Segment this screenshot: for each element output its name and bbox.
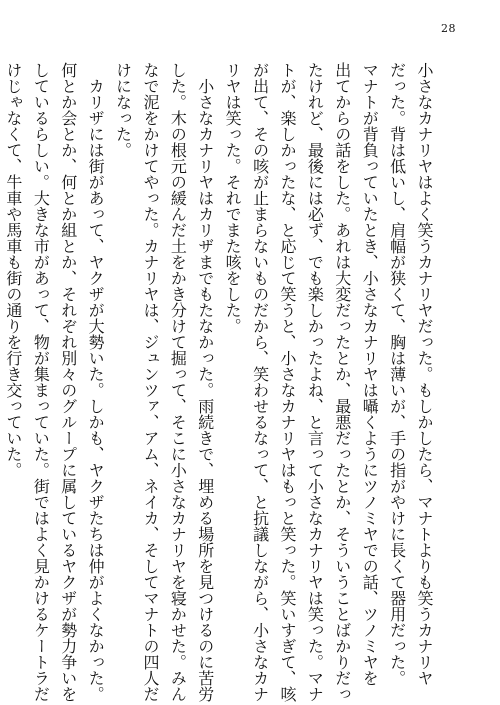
text-line: けになった。 bbox=[113, 62, 133, 158]
page-number: 28 bbox=[441, 22, 456, 35]
text-line: しているらしい。大きな市があって、物が集まっていた。街ではよく見かけるケートラだ bbox=[31, 62, 51, 702]
text-line: けじゃなくて、牛車や馬車も街の通りを行き交っていた。 bbox=[3, 62, 23, 478]
text-line: カリザには街があって、ヤクザが大勢いた。しかも、ヤクザたちは仲がよくなかった。 bbox=[86, 62, 106, 702]
text-line: が出て、その咳が止まらないものだから、笑わせるなって、と抗議しながら、小さなカナ bbox=[250, 62, 270, 702]
text-line: した。木の根元の緩んだ土をかき分けて掘って、そこに小さなカナリヤを寝かせた。みん bbox=[168, 62, 188, 702]
text-line: リヤは笑った。それでまた咳をした。 bbox=[223, 62, 243, 334]
body-text bbox=[3, 62, 438, 702]
text-line: マナトが背負っていたとき、小さなカナリヤは囁くようにツノミヤでの話、ツノミヤを bbox=[360, 62, 380, 686]
text-line: なで泥をかけてやった。カナリヤは、ジュンツァ、アム、ネイカ、そしてマナトの四人だ bbox=[140, 62, 160, 702]
text-line: だった。背は低いし、肩幅が狭くて、胸は薄いが、手の指がやけに長くて器用だった。 bbox=[387, 62, 407, 686]
text-line: 小さなカナリヤはよく笑うカナリヤだった。もしかしたら、マナトよりも笑うカナリヤ bbox=[415, 62, 434, 686]
text-line: 出てからの話をした。あれは大変だったとか、最悪だったとか、そういうことばかりだっ bbox=[332, 62, 352, 702]
text-line: トが、楽しかったな、と応じて笑うと、小さなカナリヤはもっと笑った。笑いすぎて、咳 bbox=[277, 62, 297, 702]
text-line: 小さなカナリヤはカリザまでもたなかった。雨続きで、埋める場所を見つけるのに苦労 bbox=[195, 62, 215, 702]
text-line: 何とか会とか、何とか組とか、それぞれ別々のグループに属しているヤクザが勢力争いを bbox=[58, 62, 78, 702]
text-line: たけれど、最後には必ず、でも楽しかったよね、と言って小さなカナリヤは笑った。マナ bbox=[305, 62, 325, 702]
